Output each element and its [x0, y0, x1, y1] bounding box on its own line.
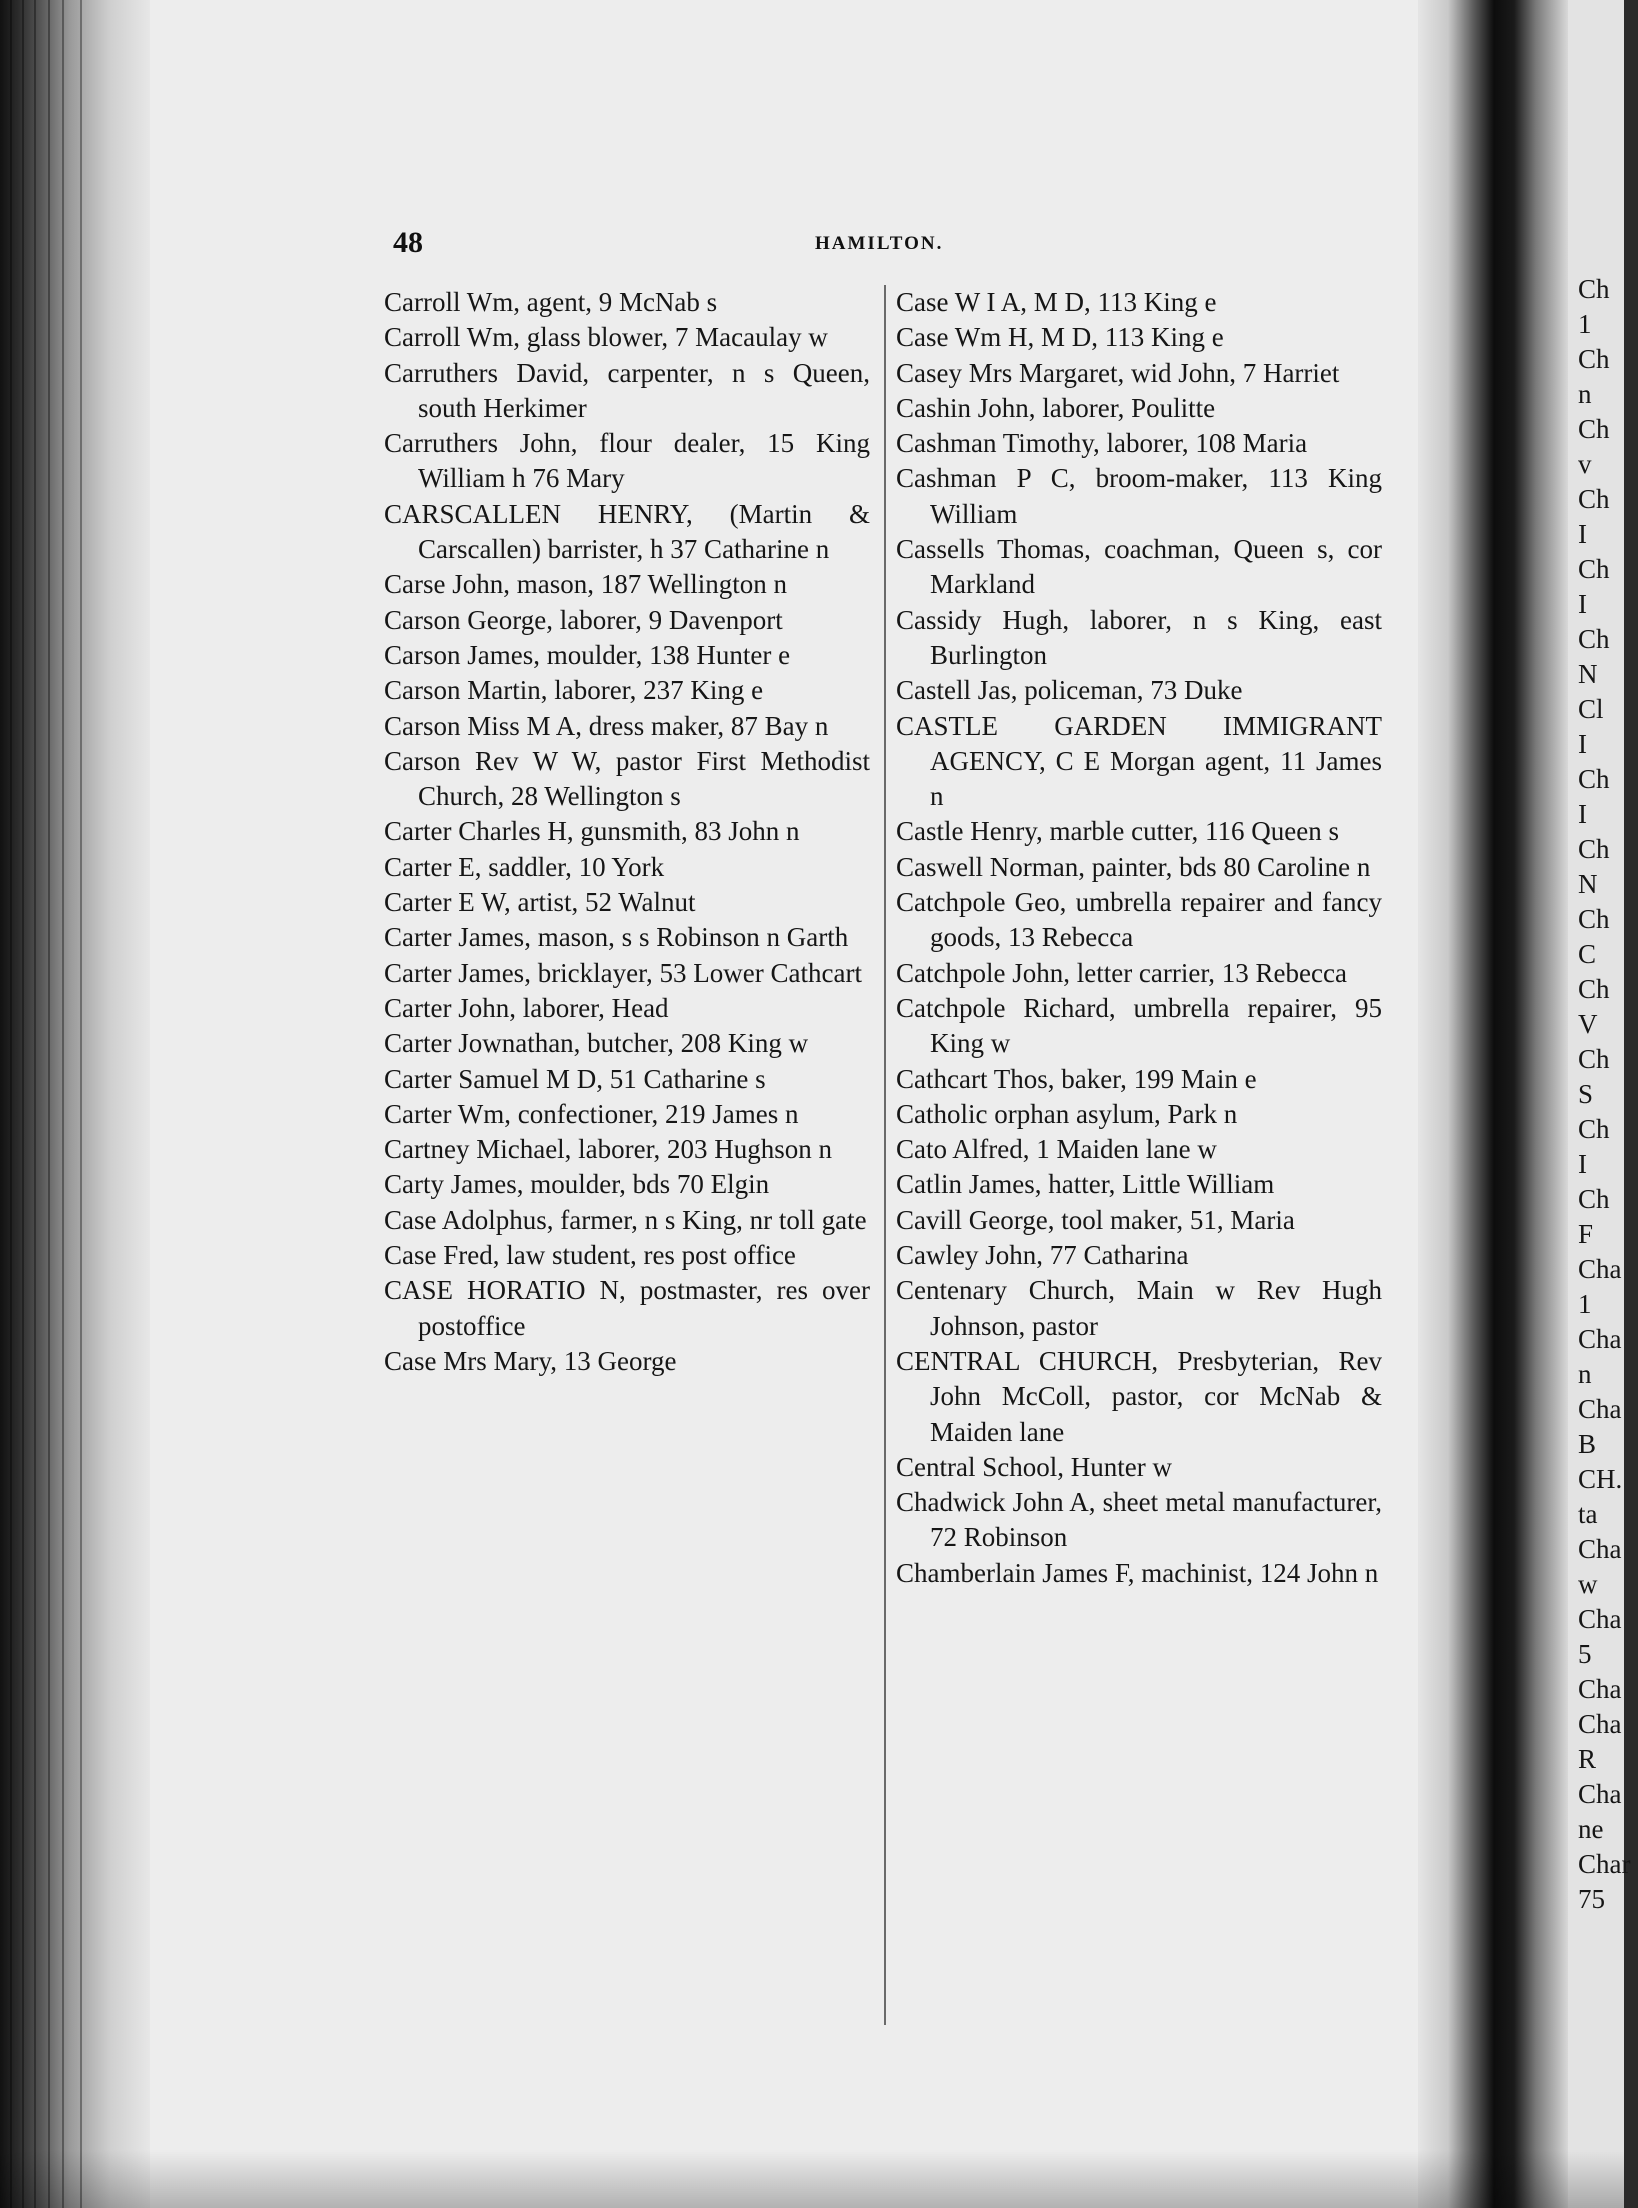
directory-entry: Caswell Norman, painter, bds 80 Caroline n — [896, 851, 1371, 882]
next-page-fragment: Char — [1578, 1849, 1631, 1879]
left-column — [384, 285, 870, 1379]
next-page-fragment: F — [1578, 1219, 1594, 1249]
directory-entry: Case Fred, law student, res post office — [384, 1240, 796, 1271]
directory-entry: Carson Rev W W, pastor First Methodist Church, 28 Wellington s — [384, 745, 870, 812]
next-page-fragment: C — [1578, 939, 1597, 969]
directory-entry: Carter Charles H, gunsmith, 83 John n — [384, 816, 800, 847]
next-page-fragment: Ch — [1578, 344, 1610, 374]
next-page-fragment: 75 — [1578, 1884, 1605, 1914]
next-page-fragment: S — [1578, 1079, 1594, 1109]
column-divider — [884, 285, 886, 2025]
directory-entry: Cathcart Thos, baker, 199 Main e — [896, 1063, 1257, 1094]
next-page-fragment: I — [1578, 729, 1587, 759]
directory-entry: Castell Jas, policeman, 73 Duke — [896, 675, 1243, 706]
directory-entry: Catchpole Richard, umbrella repairer, 95 King w — [896, 992, 1382, 1059]
directory-entry: Catchpole John, letter carrier, 13 Rebecca — [896, 957, 1347, 988]
next-page-fragment: Ch — [1578, 1114, 1610, 1144]
directory-entry: Carroll Wm, glass blower, 7 Macaulay w — [384, 322, 828, 353]
next-page-fragment: Cha — [1578, 1534, 1622, 1564]
directory-entry: Cashin John, laborer, Poulitte — [896, 392, 1216, 423]
directory-entry: Castle Henry, marble cutter, 116 Queen s — [896, 816, 1340, 847]
next-page-fragment: I — [1578, 1149, 1587, 1179]
next-page-fragment: Cha — [1578, 1674, 1622, 1704]
next-page-fragment: N — [1578, 659, 1598, 689]
directory-entry: Carson James, moulder, 138 Hunter e — [384, 639, 791, 670]
next-page-fragment: 1 — [1578, 1289, 1592, 1319]
next-page-fragment: Cha — [1578, 1604, 1622, 1634]
next-page-fragment: Ch — [1578, 974, 1610, 1004]
next-page-fragment: CH. — [1578, 1464, 1623, 1494]
page-number: 48 — [393, 226, 423, 259]
directory-entry: CASE HORATIO N, postmaster, res over postoffice — [384, 1275, 870, 1341]
next-page-fragment: 5 — [1578, 1639, 1592, 1669]
next-page-fragment: Cha — [1578, 1709, 1622, 1739]
next-page-fragment: I — [1578, 519, 1587, 549]
directory-entry: Cashman Timothy, laborer, 108 Maria — [896, 428, 1308, 459]
directory-entry: Catholic orphan asylum, Park n — [896, 1098, 1238, 1129]
directory-entry: Carter Samuel M D, 51 Catharine s — [384, 1063, 766, 1094]
directory-entry: Casey Mrs Margaret, wid John, 7 Harriet — [896, 357, 1340, 388]
directory-entry: Carson George, laborer, 9 Davenport — [384, 604, 783, 635]
next-page-fragment: I — [1578, 799, 1587, 829]
next-page-fragment: Ch — [1578, 624, 1610, 654]
bottom-shadow — [0, 2150, 1624, 2208]
next-page-fragment: I — [1578, 589, 1587, 619]
directory-entry: Cawley John, 77 Catharina — [896, 1240, 1189, 1271]
running-head: HAMILTON. — [815, 233, 944, 254]
directory-entry: Carruthers John, flour dealer, 15 King William h 76 Mary — [384, 428, 870, 494]
next-page-fragment: R — [1578, 1744, 1597, 1774]
next-page-fragment: Cha — [1578, 1254, 1622, 1284]
directory-entry: Centenary Church, Main w Rev Hugh Johnson, pastor — [896, 1275, 1382, 1341]
next-page-fragment: n — [1578, 1359, 1592, 1389]
next-page-fragment: Ch — [1578, 904, 1610, 934]
next-page-fragment: v — [1578, 449, 1592, 479]
directory-entry: Cashman P C, broom-maker, 113 King William — [896, 463, 1382, 529]
next-page-fragment: ta — [1578, 1499, 1598, 1529]
directory-entry: Case Wm H, M D, 113 King e — [896, 322, 1224, 353]
right-column — [896, 285, 1382, 1591]
next-page-fragment: n — [1578, 379, 1592, 409]
directory-entry: Central School, Hunter w — [896, 1451, 1172, 1482]
next-page-fragment: V — [1578, 1009, 1598, 1039]
directory-entry: Cartney Michael, laborer, 203 Hughson n — [384, 1134, 833, 1165]
directory-entry: Carter John, laborer, Head — [384, 992, 669, 1023]
directory-entry: Carter Jownathan, butcher, 208 King w — [384, 1028, 809, 1059]
next-page-fragment: Cha — [1578, 1394, 1622, 1424]
next-page-fragment: Ch — [1578, 274, 1610, 304]
directory-entry: Cavill George, tool maker, 51, Maria — [896, 1204, 1295, 1235]
directory-entry: CENTRAL CHURCH, Presbyterian, Rev John McColl, pastor, cor McNab & Maiden lane — [896, 1345, 1382, 1447]
next-page-fragment: ne — [1578, 1814, 1604, 1844]
directory-entry: Chamberlain James F, machinist, 124 John n — [896, 1557, 1379, 1588]
directory-entry: Carty James, moulder, bds 70 Elgin — [384, 1169, 770, 1200]
directory-entry: Carse John, mason, 187 Wellington n — [384, 569, 788, 600]
next-page-fragment: Ch — [1578, 554, 1610, 584]
next-page-fragment: 1 — [1578, 309, 1592, 339]
next-page-column-fragment — [1578, 272, 1638, 1917]
directory-entry: Cassidy Hugh, laborer, n s King, east Burlington — [896, 604, 1382, 670]
directory-entry: Carruthers David, carpenter, n s Queen, south Herkimer — [384, 357, 870, 423]
directory-entry: Carson Martin, laborer, 237 King e — [384, 675, 764, 706]
directory-entry: Case Mrs Mary, 13 George — [384, 1345, 677, 1376]
next-page-fragment: Ch — [1578, 414, 1610, 444]
next-page-fragment: Ch — [1578, 1184, 1610, 1214]
next-page-fragment: Ch — [1578, 1044, 1610, 1074]
next-page-fragment: Ch — [1578, 834, 1610, 864]
directory-entry: Cato Alfred, 1 Maiden lane w — [896, 1134, 1217, 1165]
next-page-fragment: Ch — [1578, 484, 1610, 514]
directory-entry: Catlin James, hatter, Little William — [896, 1169, 1275, 1200]
directory-entry: Carter James, mason, s s Robinson n Garth — [384, 922, 849, 953]
directory-entry: Carter E, saddler, 10 York — [384, 851, 665, 882]
directory-entry: Catchpole Geo, umbrella repairer and fancy goods, 13 Rebecca — [896, 887, 1382, 953]
next-page-fragment: N — [1578, 869, 1598, 899]
directory-entry: Cassells Thomas, coachman, Queen s, cor Markland — [896, 534, 1382, 600]
directory-entry: Case W I A, M D, 113 King e — [896, 287, 1217, 317]
directory-entry: Case Adolphus, farmer, n s King, nr toll gate — [384, 1204, 867, 1235]
next-page-fragment: Cha — [1578, 1779, 1622, 1809]
directory-entry: Carroll Wm, agent, 9 McNab s — [384, 287, 718, 317]
directory-entry: Carter Wm, confectioner, 219 James n — [384, 1098, 799, 1129]
next-page-fragment: Cl — [1578, 694, 1604, 724]
next-page-fragment: B — [1578, 1429, 1597, 1459]
directory-entry: Carter James, bricklayer, 53 Lower Cathcart — [384, 957, 862, 988]
page-gutter — [1418, 0, 1568, 2208]
next-page-fragment: Ch — [1578, 764, 1610, 794]
directory-entry: Carson Miss M A, dress maker, 87 Bay n — [384, 710, 829, 741]
next-page-fragment: Cha — [1578, 1324, 1622, 1354]
directory-entry: CASTLE GARDEN IMMIGRANT AGENCY, C E Morgan agent, 11 James n — [896, 710, 1382, 812]
directory-entry: Chadwick John A, sheet metal manufacturer, 72 Robinson — [896, 1487, 1382, 1553]
directory-entry: Carter E W, artist, 52 Walnut — [384, 887, 696, 918]
directory-entry: CARSCALLEN HENRY, (Martin & Carscallen) barrister, h 37 Catharine n — [384, 498, 870, 565]
next-page-fragment: w — [1578, 1569, 1598, 1599]
left-page-edge — [0, 0, 150, 2208]
